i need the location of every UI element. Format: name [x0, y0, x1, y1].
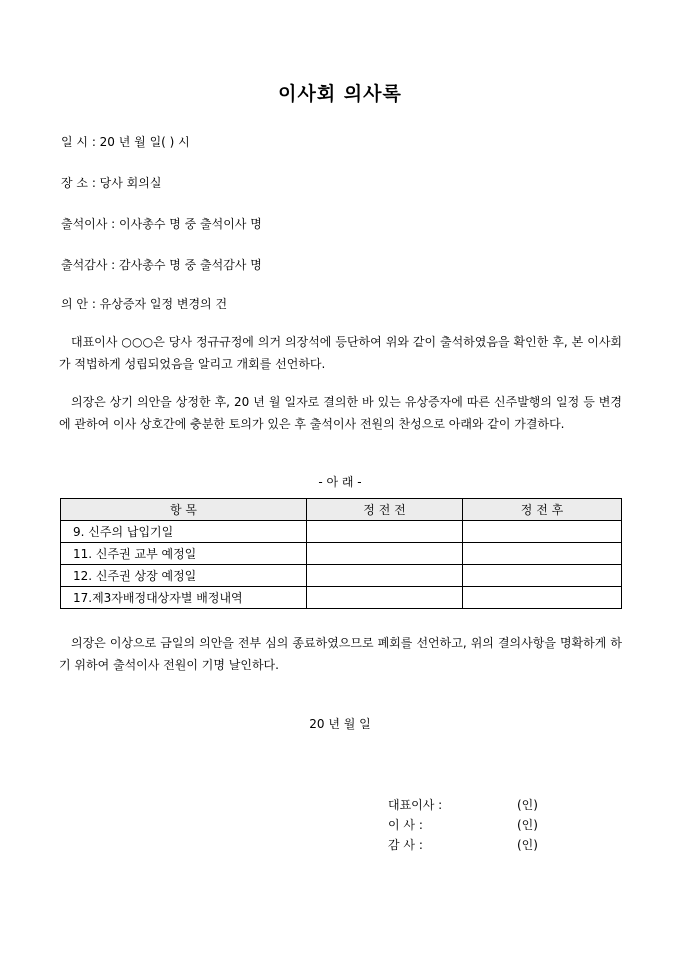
closing-paragraph: 의장은 이상으로 금일의 의안을 전부 심의 종료하였으므로 폐회를 선언하고, 위의 결의사항을 명확하게 하기 위하여 출석이사 전원이 기명 날인하다. [59, 636, 622, 672]
row-after [463, 521, 622, 543]
attending-directors: 출석이사 : 이사총수 명 중 출석이사 명 [61, 217, 262, 231]
table-row [61, 587, 622, 609]
header-before: 정 전 전 [307, 499, 463, 521]
seal-mark-auditor: (인) [517, 838, 538, 852]
table-header-row [61, 499, 622, 521]
agenda: 의 안 : 유상증자 일정 변경의 건 [61, 297, 228, 311]
signing-date: 20 년 월 일 [309, 717, 371, 731]
row-before [307, 565, 463, 587]
row-after [463, 543, 622, 565]
row-before [307, 543, 463, 565]
row-after [463, 565, 622, 587]
document-title: 이사회 의사록 [278, 83, 402, 105]
row-item: 12. 신주권 상장 예정일 [61, 565, 307, 587]
meeting-place: 장 소 : 당사 회의실 [61, 176, 162, 190]
resolution-paragraph: 의장은 상기 의안을 상정한 후, 20 년 월 일자로 결의한 바 있는 유상증자에 따른 신주발행의 일정 등 변경에 관하여 이사 상호간에 충분한 토의가 있은 후 출석이사 전원의 찬성으로 아래와 같이 가결하다. [59, 395, 622, 431]
header-item: 항 목 [61, 499, 307, 521]
row-before [307, 521, 463, 543]
table-row [61, 521, 622, 543]
signature-role-auditor: 감 사 : [388, 838, 423, 852]
seal-mark-director: (인) [517, 818, 538, 832]
table-row [61, 565, 622, 587]
row-item: 9. 신주의 납입기일 [61, 521, 307, 543]
row-after [463, 587, 622, 609]
seal-mark-ceo: (인) [517, 798, 538, 812]
below-heading: - 아 래 - [318, 475, 362, 489]
header-after: 정 전 후 [463, 499, 622, 521]
schedule-change-table [60, 498, 622, 609]
attending-auditors: 출석감사 : 감사총수 명 중 출석감사 명 [61, 258, 262, 272]
table-row [61, 543, 622, 565]
signature-role-director: 이 사 : [388, 818, 423, 832]
row-item: 11. 신주권 교부 예정일 [61, 543, 307, 565]
row-item: 17.제3자배정대상자별 배정내역 [61, 587, 307, 609]
meeting-datetime: 일 시 : 20 년 월 일( ) 시 [61, 135, 190, 149]
signature-role-ceo: 대표이사 : [388, 798, 443, 812]
row-before [307, 587, 463, 609]
opening-paragraph: 대표이사 ○○○은 당사 정규규정에 의거 의장석에 등단하여 위와 같이 출석하였음을 확인한 후, 본 이사회가 적법하게 성립되었음을 알리고 개회를 선언하다. [59, 335, 622, 371]
